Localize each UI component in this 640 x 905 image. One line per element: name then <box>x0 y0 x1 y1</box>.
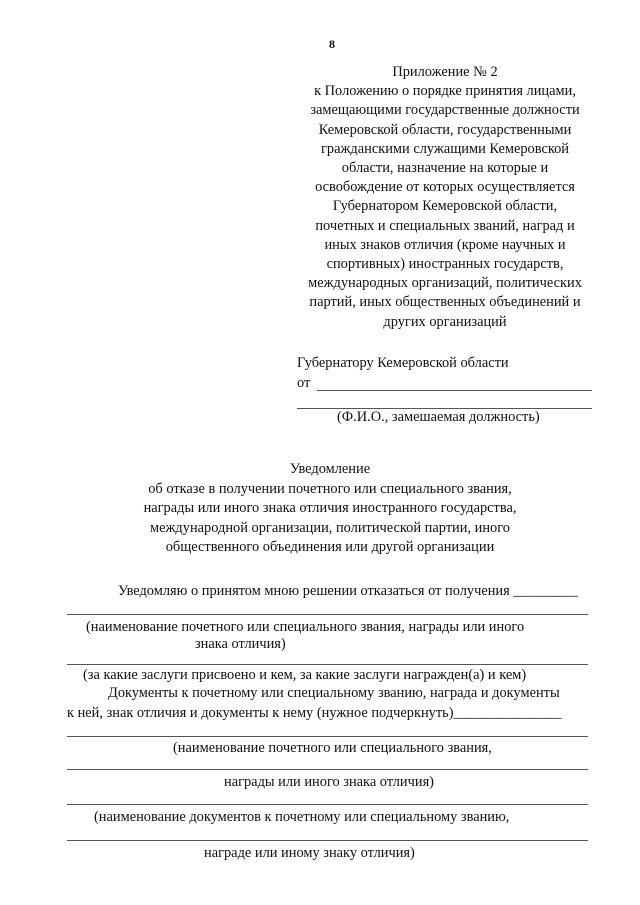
caption-merits: (за какие заслуги присвоено и кем, за какие заслуги награжден(а) и кем) <box>83 667 527 683</box>
appendix-line: области, назначение на которые и <box>341 160 549 177</box>
appendix-line: почетных и специальных званий, наград и <box>315 217 575 234</box>
appendix-line: Приложение № 2 <box>392 64 498 80</box>
appendix-line: международных организаций, политических <box>308 275 582 292</box>
appendix-line: иных знаков отличия (кроме научных и <box>324 236 566 253</box>
page-number: 8 <box>329 37 335 51</box>
appendix-line: замещающими государственные должности <box>310 102 580 119</box>
appendix-line: Кемеровской области, государственными <box>318 121 572 138</box>
caption-documents-award: награде или иному знаку отличия) <box>204 845 415 861</box>
title-line: общественного объединения или другой организации <box>165 539 495 555</box>
intro-text: Уведомляю о принятом мною решении отказаться от получения _________ <box>118 583 579 599</box>
addressee-to: Губернатору Кемеровской области <box>297 355 509 371</box>
caption-award-name: награды или иного знака отличия) <box>224 774 434 790</box>
fill-line <box>67 664 588 665</box>
appendix-line: освобождение от которых осуществляется <box>315 179 575 196</box>
addressee-from-label: от <box>297 375 311 391</box>
fill-line <box>67 769 588 770</box>
fill-line <box>67 736 588 737</box>
caption-documents-name: (наименование документов к почетному или специальному званию, <box>94 809 510 825</box>
appendix-line: партий, иных общественных объединений и <box>309 294 581 311</box>
title-line: Уведомление <box>289 461 371 477</box>
title-line: награды или иного знака отличия иностранного государства, <box>143 500 517 516</box>
addressee-from-field <box>317 390 592 391</box>
document-title <box>100 460 560 558</box>
appendix-line: спортивных) иностранных государств, <box>326 256 564 273</box>
fill-line <box>67 614 588 615</box>
appendix-line: к Положению о порядке принятия лицами, <box>314 83 576 100</box>
appendix-line: Губернатором Кемеровской области, <box>332 198 558 215</box>
documents-text-cont: к ней, знак отличия и документы к нему (нужное подчеркнуть)_______________ <box>67 705 562 721</box>
appendix-line: других организаций <box>383 313 507 330</box>
title-line: об отказе в получении почетного или специального звания, <box>148 480 512 497</box>
caption-title-award: (наименование почетного или специального звания, награды или иного <box>86 619 525 635</box>
fill-line <box>67 840 588 841</box>
fill-line <box>67 804 588 805</box>
title-line: международной организации, политической партии, иного <box>149 519 510 536</box>
documents-text: Документы к почетному или специальному званию, награда и документы <box>108 685 560 701</box>
caption-title-name: (наименование почетного или специального звания, <box>173 740 492 756</box>
appendix-header <box>300 63 590 332</box>
caption-title-award-cont: знака отличия) <box>195 636 286 652</box>
appendix-line: гражданскими служащими Кемеровской <box>321 140 569 157</box>
addressee-caption: (Ф.И.О., замешаемая должность) <box>337 409 540 425</box>
